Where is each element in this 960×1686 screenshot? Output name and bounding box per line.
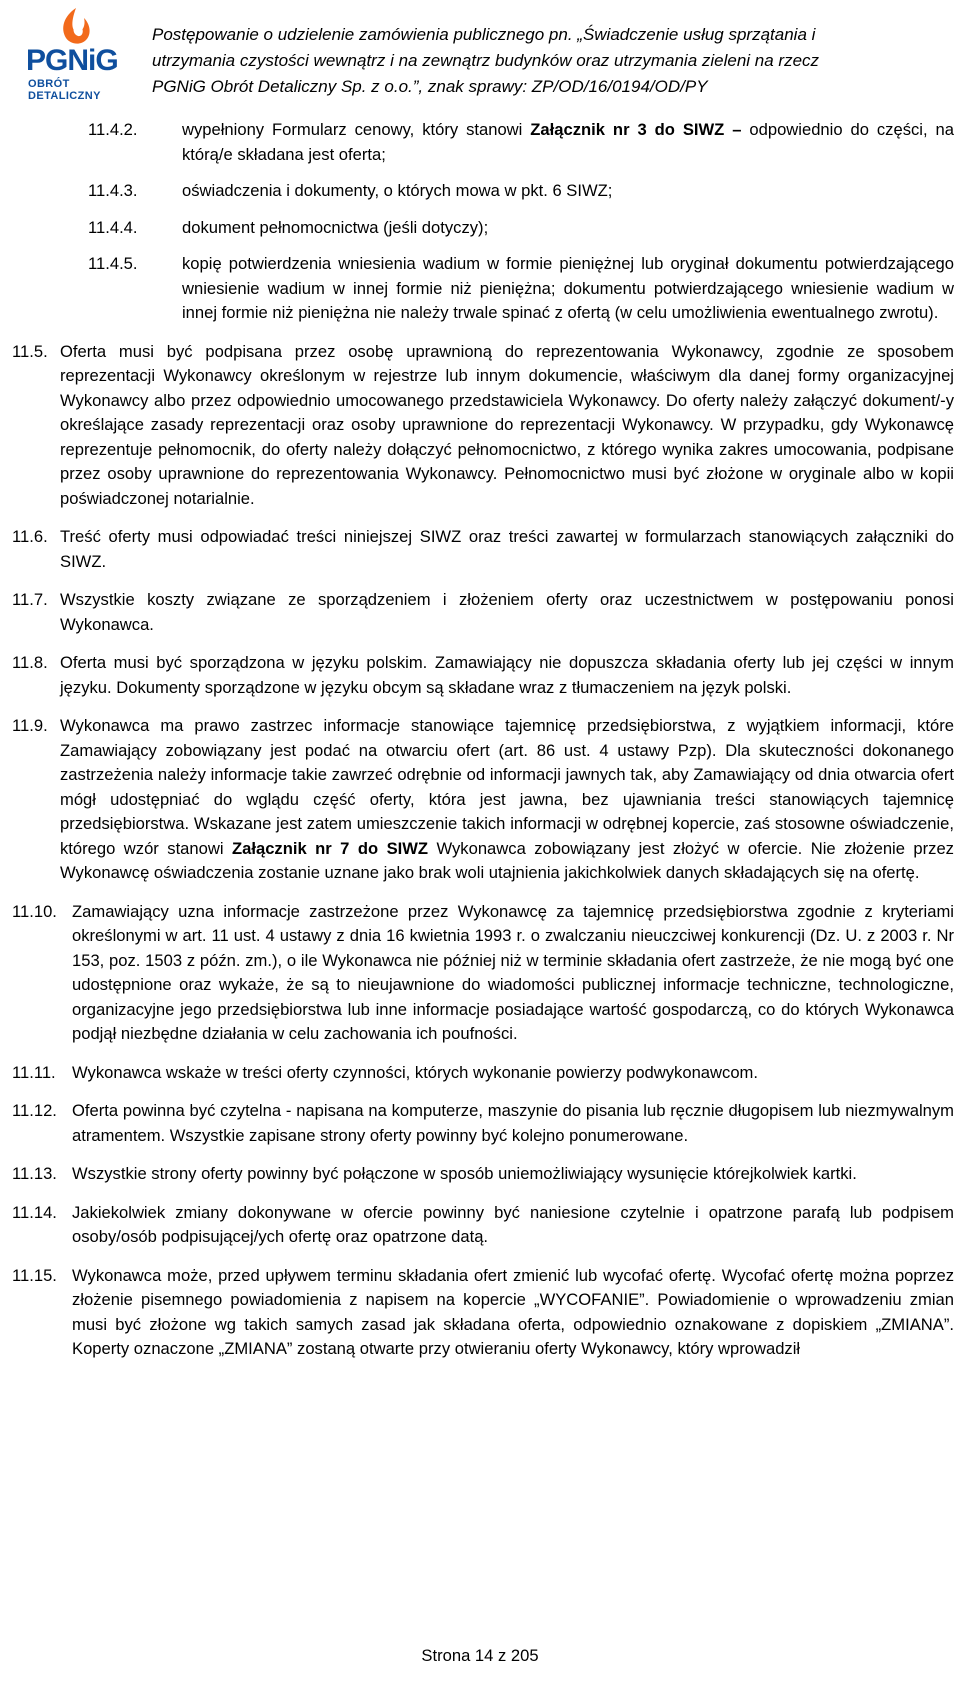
list-item — [12, 1162, 954, 1187]
page-header — [0, 0, 960, 106]
item-text: kopię potwierdzenia wniesienia wadium w formie pieniężnej lub oryginał dokumentu potwierdzającego wniesienie wadium w innej formie niż pieniężna; dokumentu potwierdzającego wniesienie wadium w innej formie niż pieniężna nie należy trwale spinać z ofertą (w celu umożliwienia ewentualnego zwrotu). — [182, 254, 954, 322]
item-text: oświadczenia i dokumenty, o których mowa w pkt. 6 SIWZ; — [182, 181, 613, 200]
item-number: 11.5. — [12, 341, 48, 361]
item-text-bold: Załącznik nr 3 do SIWZ – — [530, 120, 742, 139]
item-number: 11.14. — [12, 1202, 57, 1222]
list-item — [12, 179, 954, 204]
item-number: 11.9. — [12, 716, 48, 735]
item-text: Treść oferty musi odpowiadać treści niniejszej SIWZ oraz treści zawartej w formularzach stanowiących załączniki do SIWZ. — [60, 527, 954, 571]
list-item — [12, 1099, 954, 1148]
item-text: Wykonawca może, przed upływem terminu składania ofert zmienić lub wycofać ofertę. Wycofać ofertę można poprzez złożenie pisemnego powiadomienia z napisem na kopercie „WYCOFANIE”. Powiadomienie o wprowadzeniu zmian musi być złożone wg takich samych zasad jak składana oferta, odpowiednio oznakowane z dopiskiem „ZMIANA”. Koperty oznaczone „ZMIANA” zostaną otwarte przy otwieraniu oferty Wykonawcy, który wprowadził — [72, 1265, 954, 1358]
list-item — [12, 252, 954, 326]
item-number: 11.12. — [12, 1101, 57, 1120]
list-item — [12, 588, 954, 637]
item-text: Oferta musi być podpisana przez osobę uprawnioną do reprezentowania Wykonawcy, zgodnie ze sposobem reprezentacji Wykonawcy określonym w rejestrze lub innym dokumencie, właściwym dla danej formy organizacyjnej Wykonawcy albo przez odpowiednio umocowanego przedstawiciela Wykonawcy. Do oferty należy załączyć dokument/-y określające zasady reprezentacji oraz osoby uprawnione do reprezentacji Wykonawcy. W przypadku, gdy Wykonawcę reprezentuje pełnomocnik, do oferty należy dołączyć pełnomocnictwo, z którego wynika zakres umocowania, podpisane przez osoby uprawnione do reprezentowania Wykonawcy. Pełnomocnictwo musi być złożone w oryginale albo w kopii poświadczonej notarialnie. — [60, 341, 954, 508]
item-number: 11.10. — [12, 901, 57, 921]
item-text-part: Wykonawca zobowiązany jest złożyć w ofercie. Nie złożenie przez Wykonawcę oświadczenia zostanie uznane jako brak woli utajnienia jakichkolwiek danych składających się na ofertę. — [60, 838, 954, 882]
item-number: 11.4.3. — [88, 181, 138, 200]
item-number: 11.11. — [12, 1062, 56, 1082]
item-text — [12, 714, 954, 886]
item-text: Wszystkie strony oferty powinny być połączone w sposób uniemożliwiający wysunięcie którejkolwiek kartki. — [72, 1164, 857, 1183]
list-item — [12, 340, 954, 512]
logo-subtitle: OBRÓT DETALICZNY — [28, 78, 101, 102]
item-number: 11.15. — [12, 1265, 57, 1285]
header-line: utrzymania czystości wewnątrz i na zewnątrz budynków oraz utrzymania zieleni na rzecz — [152, 51, 820, 70]
list-item — [12, 651, 954, 700]
list-item — [12, 900, 954, 1047]
item-text: Wykonawca wskaże w treści oferty czynności, których wykonanie powierzy podwykonawcom. — [72, 1062, 758, 1082]
item-number: 11.8. — [12, 653, 48, 672]
header-line: Postępowanie o udzielenie zamówienia publicznego pn. „Świadczenie usług sprzątania i — [152, 25, 816, 44]
list-item — [12, 118, 954, 167]
list-item — [12, 1061, 954, 1086]
item-text — [88, 118, 954, 167]
document-body — [12, 118, 954, 1376]
item-number: 11.4.5. — [88, 254, 138, 273]
list-item — [12, 1264, 954, 1362]
item-number: 11.4.2. — [88, 120, 138, 139]
list-item — [12, 525, 954, 574]
item-text: Zamawiający uzna informacje zastrzeżone przez Wykonawcę za tajemnicę przedsiębiorstwa zgodnie z kryteriami określonymi w art. 11 ust. 4 ustawy z dnia 16 kwietnia 1993 r. o zwalczaniu nieuczciwej konkurencji (Dz. U. z 2003 r. Nr 153, poz. 1503 z późn. zm.), o ile Wykonawca nie później niż w terminie składania ofert zastrzeże, że nie mogą być one udostępnione oraz wykaże, że są to nieujawnione do wiadomości publicznej informacje techniczne, technologiczne, organizacyjne jego przedsiębiorstwa lub inne informacje posiadające wartość gospodarczą, co do których Wykonawca podjął niezbędne działania w celu zachowania ich poufności. — [72, 901, 954, 1043]
item-number: 11.13. — [12, 1164, 57, 1183]
page-number: Strona 14 z 205 — [421, 1646, 539, 1665]
item-text-part: Wykonawca ma prawo zastrzec informacje stanowiące tajemnicę przedsiębiorstwa, z wyjątkiem informacji, które Zamawiający zobowiązany jest podać na otwarciu ofert (art. 86 ust. 4 ustawy Pzp). Dla skuteczności dokonanego zastrzeżenia należy informacje takie zawrzeć odrębnie od informacji jawnych tak, aby Zamawiający od dnia otwarcia ofert mógł udostępniać do wglądu część oferty, która jest jawna, bez ujawniania treści stanowiących tajemnicę przedsiębiorstwa. Wskazane jest zatem umieszczenie takich informacji w odrębnej kopercie, zaś stosowne oświadczenie, którego wzór stanowi — [60, 716, 954, 858]
item-text: Jakiekolwiek zmiany dokonywane w ofercie powinny być naniesione czytelnie i opatrzone parafą lub podpisem osoby/osób podpisującej/ych ofertę oraz opatrzone datą. — [72, 1202, 954, 1246]
list-item — [12, 216, 954, 241]
item-text-part: wypełniony Formularz cenowy, który stanowi — [182, 120, 531, 139]
item-text: Oferta musi być sporządzona w języku polskim. Zamawiający nie dopuszcza składania oferty lub jej części w innym języku. Dokumenty sporządzone w języku obcym są składane wraz z tłumaczeniem na język polski. — [60, 653, 954, 697]
item-text-part: odpowiednio do części, na którą/e składana jest oferta; — [182, 120, 954, 164]
item-number: 11.6. — [12, 527, 48, 546]
item-number: 11.4.4. — [88, 217, 138, 237]
header-line: PGNiG Obrót Detaliczny Sp. z o.o.”, znak sprawy: ZP/OD/16/0194/OD/PY — [152, 77, 708, 96]
pgnig-logo — [22, 6, 134, 102]
list-item — [12, 714, 954, 886]
item-number: 11.7. — [12, 590, 48, 609]
item-text-bold: Załącznik nr 7 do SIWZ — [231, 838, 429, 858]
logo-wordmark: PGNiG — [26, 44, 118, 77]
procedure-title — [152, 22, 952, 100]
item-text: dokument pełnomocnictwa (jeśli dotyczy); — [182, 217, 489, 237]
list-item — [12, 1201, 954, 1250]
item-text: Wszystkie koszty związane ze sporządzeniem i złożeniem oferty oraz uczestnictwem w postępowaniu ponosi Wykonawca. — [60, 590, 954, 634]
item-text: Oferta powinna być czytelna - napisana na komputerze, maszynie do pisania lub ręcznie długopisem lub niezmywalnym atramentem. Wszystkie zapisane strony oferty powinny być kolejno ponumerowane. — [72, 1101, 954, 1145]
